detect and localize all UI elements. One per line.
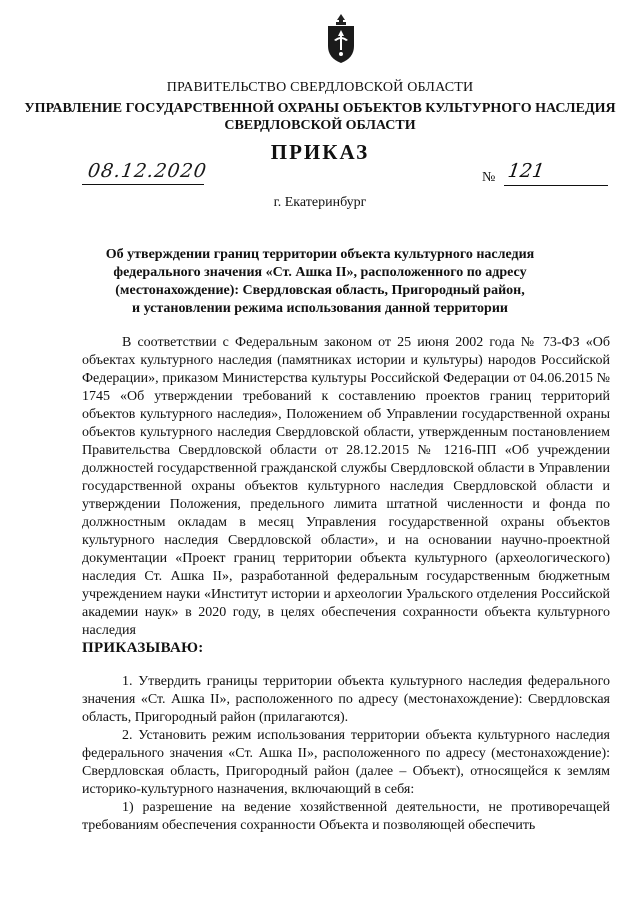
handwritten-date: 08.12.2020 xyxy=(86,160,209,182)
preamble-paragraph: В соответствии с Федеральным законом от 25 июня 2002 года № 73-ФЗ «Об объектах культурного наследия (памятниках истории и культуры) народов Российской Федерации», приказом Министерства культуры Российской Федерации от 04.06.2015 № 1745 «Об утверждении требований к составлению проектов границ территорий объектов культурного наследия», Положением об Управлении государственной охраны объектов культурного наследия Свердловской области, утвержденным постановлением Правительства Свердловской области от 28.12.2015 № 1216-ПП «Об учреждении должностей государственной гражданской службы Свердловской области в Управлении государственной охраны объектов культурного наследия Свердловской области и утверждении Положения, предельного лимита штатной численности и фонда по должностным окладам в месяц Управления государственной охраны объектов культурного наследия Свердловской области», и на основании научно-проектной документации «Проект границ территории объекта культурного (археологического) наследия Ст. Ашка II», разработанной федеральным государственным бюджетным учреждением науки «Институт истории и археологии Уральского отделения Российской академии наук» в 2020 году, в целях обеспечения сохранности объекта культурного наследия xyxy=(82,335,610,638)
order-items xyxy=(82,673,610,835)
handwritten-number: 121 xyxy=(506,160,546,182)
department-name-line: УПРАВЛЕНИЕ ГОСУДАРСТВЕННОЙ ОХРАНЫ ОБЪЕКТОВ КУЛЬТУРНОГО НАСЛЕДИЯ xyxy=(24,101,616,116)
date-field xyxy=(82,160,209,185)
coat-of-arms-icon xyxy=(325,14,357,64)
department-name xyxy=(0,100,640,134)
subject-line: (местонахождение): Свердловская область, Пригородный район, xyxy=(115,283,525,298)
order-item: 2. Установить режим использования территории объекта культурного наследия федерального значения «Ст. Ашка II», расположенного по адресу (местонахождение): Свердловская область, Пригородный район (далее – Объект), относящейся к землям историко-культурного назначения, включающий в себя: xyxy=(82,728,610,797)
order-item: 1) разрешение на ведение хозяйственной деятельности, не противоречащей требованиям обеспечения сохранности Объекта и позволяющей обеспечить xyxy=(82,800,610,833)
department-name-line: СВЕРДЛОВСКОЙ ОБЛАСТИ xyxy=(224,118,416,133)
document-type-title: ПРИКАЗ xyxy=(270,140,370,164)
subject-line: Об утверждении границ территории объекта культурного наследия xyxy=(105,247,535,262)
number-sign: № xyxy=(482,170,496,185)
government-name: ПРАВИТЕЛЬСТВО СВЕРДЛОВСКОЙ ОБЛАСТИ xyxy=(166,80,474,95)
order-item: 1. Утвердить границы территории объекта культурного наследия федерального значения «Ст. Ашка II», расположенного по адресу (местонахождение): Свердловская область, Пригородный район (прилагаются). xyxy=(82,674,610,725)
document-subject xyxy=(0,246,640,318)
subject-line: и установлении режима использования данной территории xyxy=(132,301,508,316)
number-underline xyxy=(504,185,608,186)
order-number-field xyxy=(482,160,610,186)
order-directive-heading: ПРИКАЗЫВАЮ: xyxy=(82,640,204,656)
city-line: г. Екатеринбург xyxy=(273,195,367,210)
subject-line: федерального значения «Ст. Ашка II», расположенного по адресу xyxy=(113,265,527,280)
